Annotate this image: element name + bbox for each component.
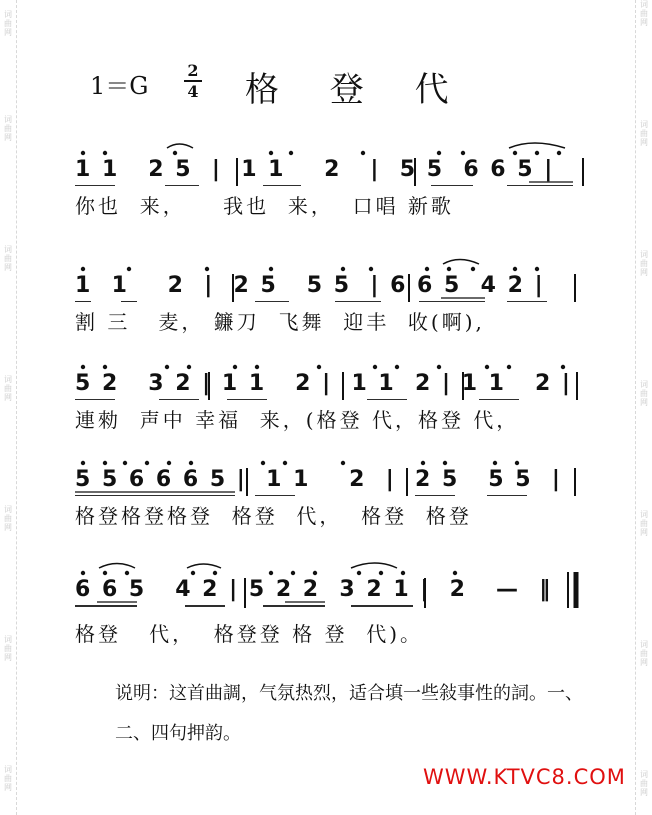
lyric-line: 格登 代， 格登登 格 登 代)。 xyxy=(75,622,424,646)
watermark-text: 词曲网 xyxy=(4,10,12,37)
site-watermark: WWW.KTVC8.COM xyxy=(423,765,626,789)
jianpu-notes: 5 5 6 6 6 5 | 1 1 2 | 2 5 5 5 | xyxy=(75,467,562,492)
time-signature xyxy=(182,62,204,100)
watermark-text: 词曲网 xyxy=(4,505,12,532)
score-row-1 xyxy=(75,140,595,218)
watermark-text: 词曲网 xyxy=(640,640,648,667)
lyric-line: 割 三 麦， 鐮刀 飞舞 迎丰 收(啊), xyxy=(75,310,485,334)
watermark-text: 词曲网 xyxy=(640,250,648,277)
lyric-line: 格登格登格登 格登 代， 格登 格登 xyxy=(75,504,472,528)
notation-line xyxy=(75,450,595,496)
score-row-2 xyxy=(75,256,595,334)
watermark-text: 词曲网 xyxy=(4,635,12,662)
watermark-text: 词曲网 xyxy=(4,245,12,272)
time-signature-top: 2 xyxy=(187,61,199,80)
score-row-5 xyxy=(75,560,595,646)
notation-line xyxy=(75,140,595,186)
key-signature: 1＝G xyxy=(90,72,149,100)
jianpu-notes: 6 6 5 4 2 | 5 2 2 3 2 1 | 2 — ‖ xyxy=(75,577,553,602)
time-signature-bottom: 4 xyxy=(187,82,199,101)
song-title: 格 登 代 xyxy=(245,70,469,110)
right-watermark-strip xyxy=(635,0,652,815)
notation-line xyxy=(75,256,595,302)
score-row-4 xyxy=(75,450,595,528)
watermark-text: 词曲网 xyxy=(640,770,648,797)
watermark-text: 词曲网 xyxy=(640,0,648,27)
jianpu-notes: 1 1 2 | 2 5 5 5 | 6 6 5 4 2 | xyxy=(75,273,545,298)
notation-line xyxy=(75,354,595,400)
watermark-text: 词曲网 xyxy=(4,375,12,402)
lyric-line: 你也 来， 我也 来， 口唱 新歌 xyxy=(75,194,454,218)
left-watermark-strip xyxy=(0,0,17,815)
watermark-text: 词曲网 xyxy=(640,510,648,537)
score-row-3 xyxy=(75,354,595,432)
jianpu-notes: 5 2 3 2 | 1 1 2 | 1 1 2 | 1 1 2 | xyxy=(75,371,572,396)
watermark-text: 词曲网 xyxy=(4,115,12,142)
jianpu-notes: 1 1 2 5 | 1 1 2 | 5 5 6 6 5 | xyxy=(75,157,555,182)
notation-line xyxy=(75,560,595,606)
lyric-line: 連勑 声中 幸福 来，(格登 代，格登 代， xyxy=(75,408,520,432)
watermark-text: 词曲网 xyxy=(640,380,648,407)
explanation-note: 说明：这首曲調，气氛热烈，适合填一些敍事性的詞。一、二、四句押韵。 xyxy=(115,683,583,744)
watermark-text: 词曲网 xyxy=(4,765,12,792)
watermark-text: 词曲网 xyxy=(640,120,648,147)
